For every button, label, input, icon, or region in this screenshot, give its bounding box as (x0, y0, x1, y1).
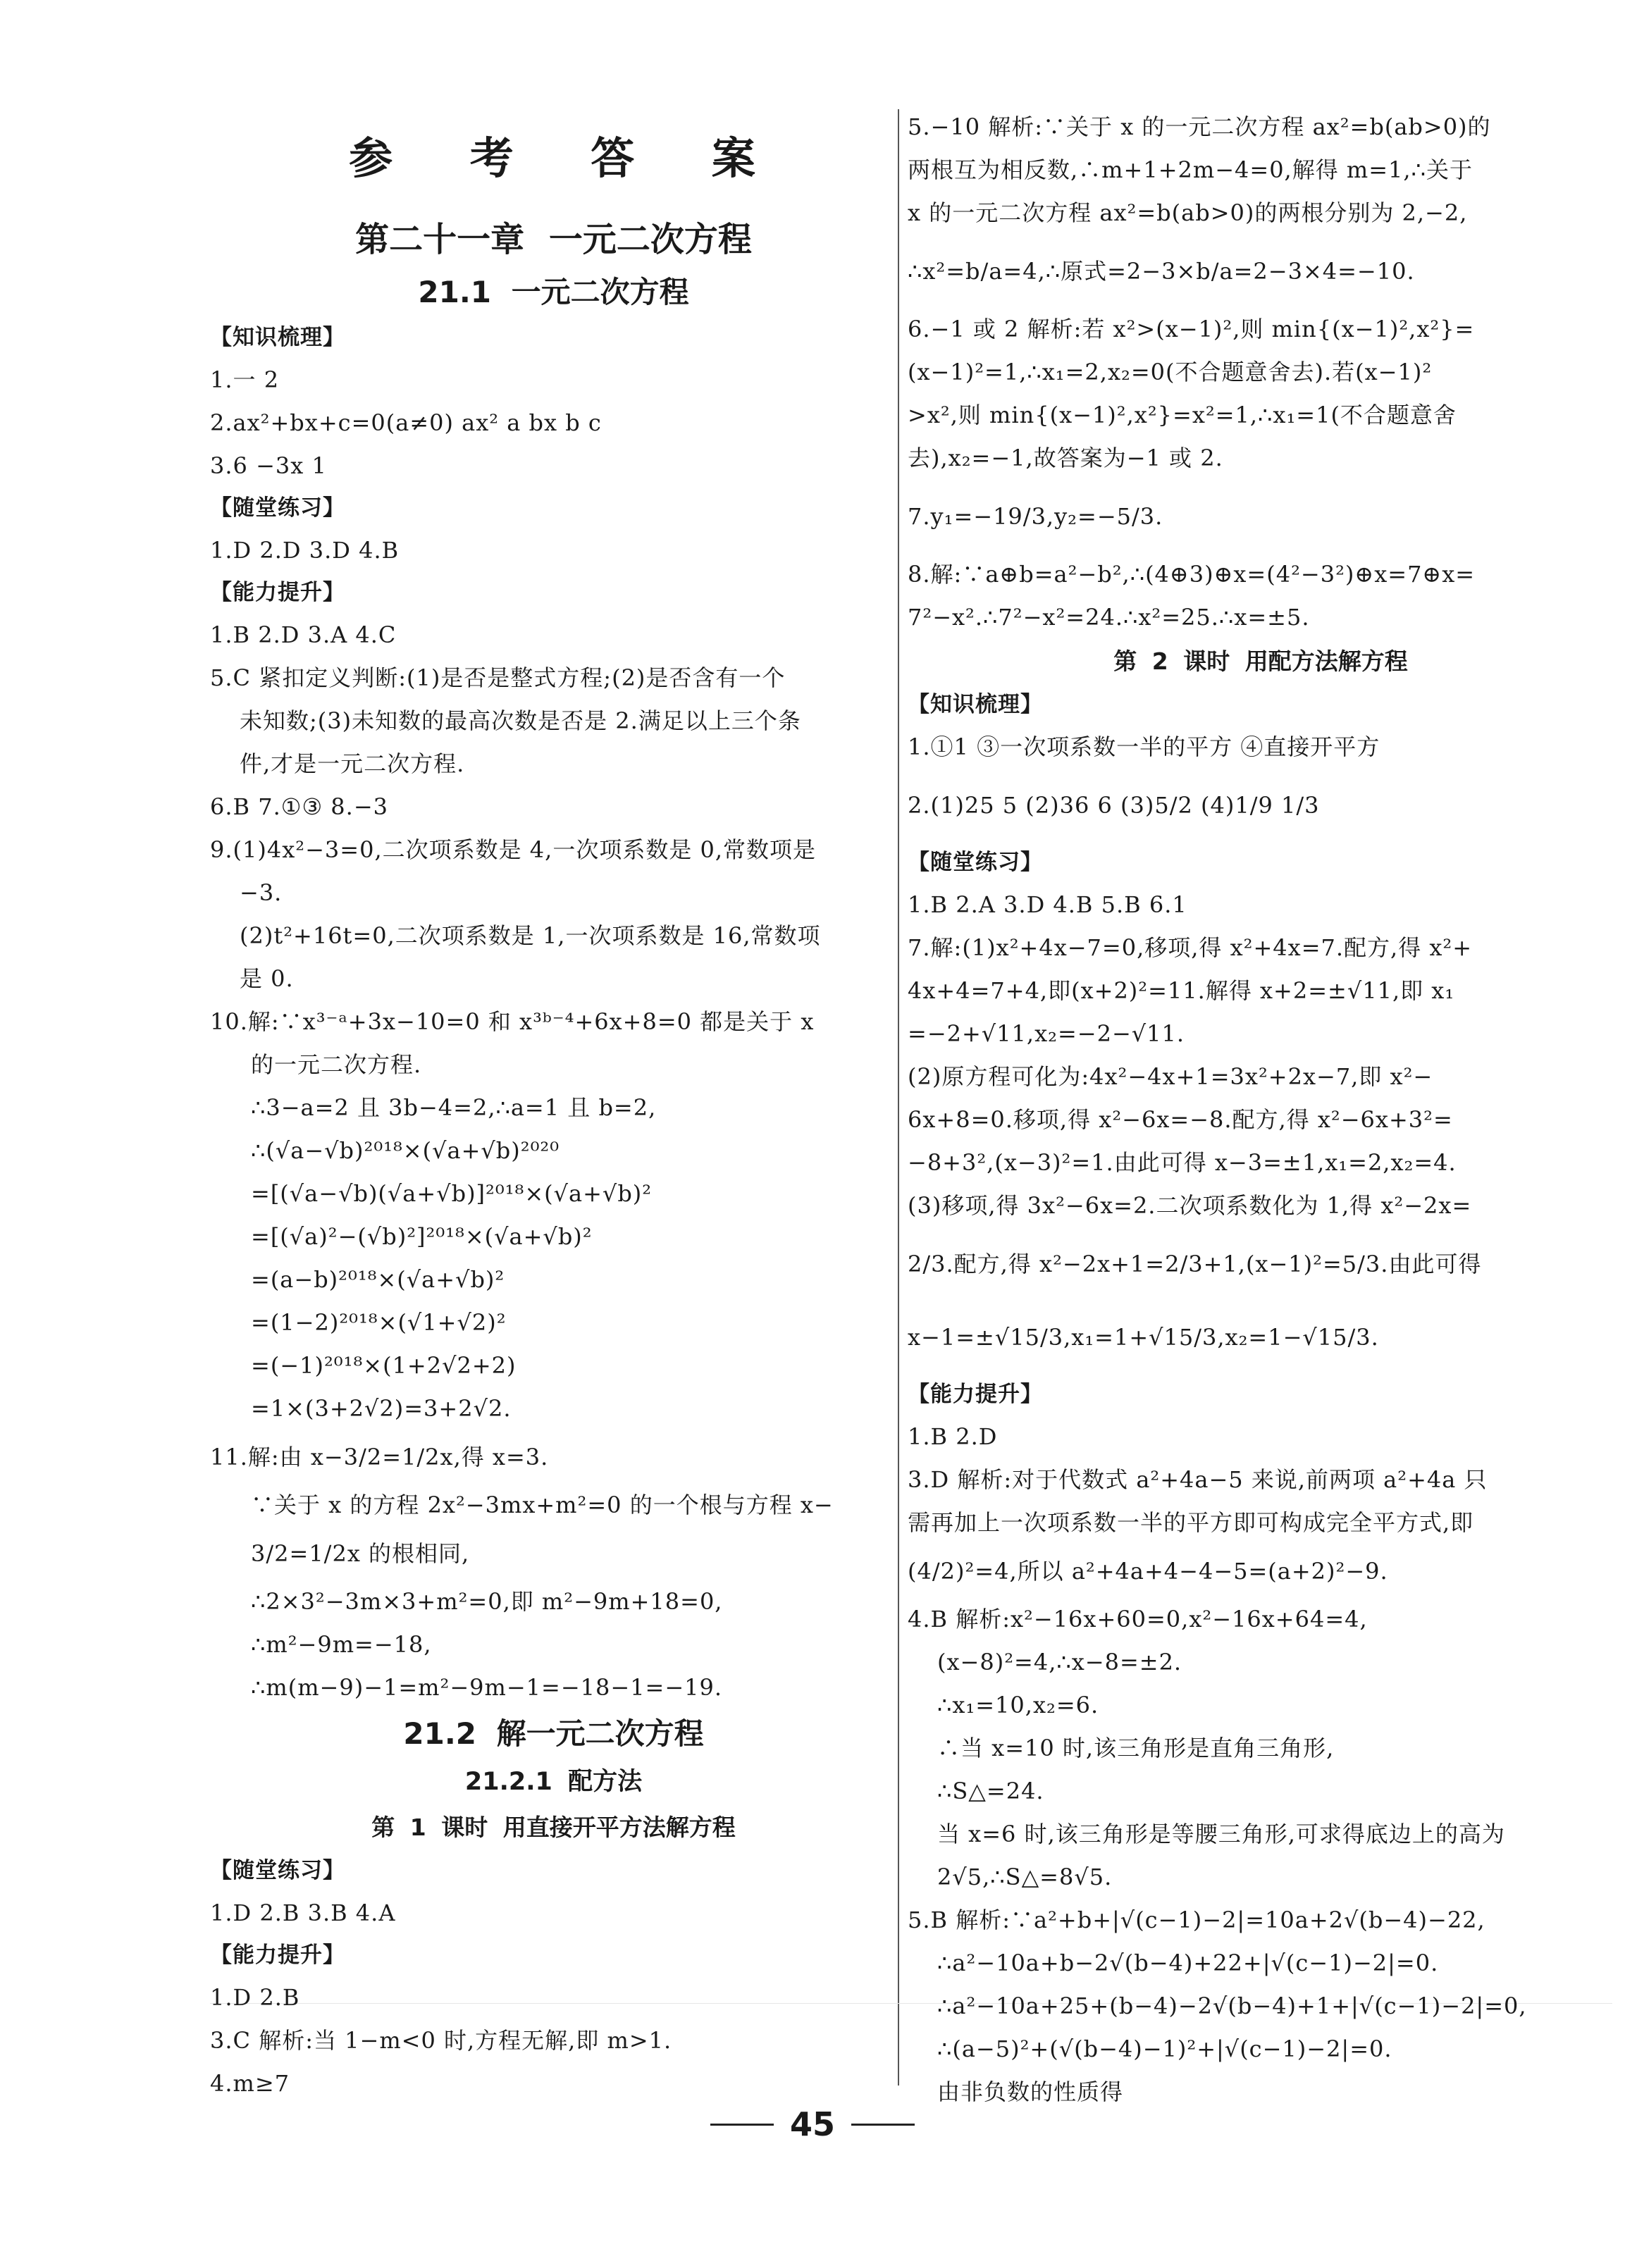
answer-line: ∴m²−9m=−18, (251, 1631, 432, 1658)
answer-line: 5.−10 解析:∵关于 x 的一元二次方程 ax²=b(ab>0)的 (908, 113, 1491, 140)
lesson-heading: 第 2 课时 用配方法解方程 (1113, 647, 1408, 675)
answer-line: ∴3−a=2 且 3b−4=2,∴a=1 且 b=2, (251, 1094, 657, 1121)
answer-line: ∴(√a−√b)²⁰¹⁸×(√a+√b)²⁰²⁰ (251, 1137, 560, 1164)
answer-line: 两根互为相反数,∴m+1+2m−4=0,解得 m=1,∴关于 (908, 156, 1473, 183)
answer-line: 6.B 7.①③ 8.−3 (210, 793, 388, 820)
footer-dash-left (710, 2124, 774, 2126)
answer-line: 2/3.配方,得 x²−2x+1=2/3+1,(x−1)²=5/3.由此可得 (908, 1251, 1482, 1277)
answer-line: 5.C 紧扣定义判断:(1)是否是整式方程;(2)是否含有一个 (210, 664, 786, 691)
section-label: 【随堂练习】 (210, 495, 345, 521)
column-divider (898, 109, 899, 2086)
left-column (210, 106, 897, 2105)
answer-line: ∴x₁=10,x₂=6. (937, 1692, 1099, 1718)
answer-line: 是 0. (240, 965, 294, 992)
answer-line: 6.−1 或 2 解析:若 x²>(x−1)²,则 min{(x−1)²,x²}= (908, 316, 1475, 342)
answer-line: =−2+√11,x₂=−2−√11. (908, 1020, 1185, 1047)
answer-line: −8+3²,(x−3)²=1.由此可得 x−3=±1,x₁=2,x₂=4. (908, 1149, 1457, 1176)
section-label: 【能力提升】 (908, 1382, 1043, 1407)
answer-line: 2.ax²+bx+c=0(a≠0) ax² a bx b c (210, 409, 602, 436)
answer-line: (x−1)²=1,∴x₁=2,x₂=0(不合题意舍去).若(x−1)² (908, 359, 1433, 385)
answer-line: 3.6 −3x 1 (210, 452, 327, 479)
answer-line: =(a−b)²⁰¹⁸×(√a+√b)² (251, 1266, 505, 1293)
answer-line: 去),x₂=−1,故答案为−1 或 2. (908, 445, 1223, 471)
answer-line: 1.B 2.D (908, 1423, 998, 1450)
answer-line: 3.D 解析:对于代数式 a²+4a−5 来说,前两项 a²+4a 只 (908, 1466, 1488, 1493)
answer-line: =(1−2)²⁰¹⁸×(√1+√2)² (251, 1309, 507, 1336)
answer-line: ∴(a−5)²+(√(b−4)−1)²+|√(c−1)−2|=0. (937, 2035, 1392, 2062)
answer-line: 1.①1 ③一次项系数一半的平方 ④直接开平方 (908, 733, 1380, 760)
answer-line: 1.一 2 (210, 366, 280, 393)
answer-line: 1.D 2.B 3.B 4.A (210, 1900, 396, 1926)
answer-line: (2)t²+16t=0,二次项系数是 1,一次项系数是 16,常数项 (240, 922, 821, 949)
section-label: 【知识梳理】 (210, 325, 345, 350)
section-heading: 21.1 一元二次方程 (418, 275, 689, 309)
answer-line: 的一元二次方程. (251, 1051, 422, 1078)
answer-line: >x²,则 min{(x−1)²,x²}=x²=1,∴x₁=1(不合题意舍 (908, 402, 1457, 428)
answer-line: =[(√a)²−(√b)²]²⁰¹⁸×(√a+√b)² (251, 1223, 593, 1250)
answer-line: ∴S△=24. (937, 1778, 1044, 1804)
answer-line: 7.解:(1)x²+4x−7=0,移项,得 x²+4x=7.配方,得 x²+ (908, 934, 1473, 961)
right-column (908, 106, 1614, 2114)
page-number: 45 (789, 2105, 835, 2143)
answer-line: ∴2×3²−3m×3+m²=0,即 m²−9m+18=0, (251, 1588, 723, 1615)
answer-line: 11.解:由 x−3/2=1/2x,得 x=3. (210, 1444, 549, 1470)
answer-line: 未知数;(3)未知数的最高次数是否是 2.满足以上三个条 (240, 707, 801, 734)
answer-line: ∴当 x=10 时,该三角形是直角三角形, (937, 1735, 1335, 1761)
answer-line: ∴m(m−9)−1=m²−9m−1=−18−1=−19. (251, 1674, 723, 1701)
answer-line: 2√5,∴S△=8√5. (937, 1864, 1113, 1890)
answer-line: (2)原方程可化为:4x²−4x+1=3x²+2x−7,即 x²− (908, 1063, 1433, 1090)
page-title: 参 考 答 案 (349, 132, 786, 184)
answer-line: (3)移项,得 3x²−6x=2.二次项系数化为 1,得 x²−2x= (908, 1192, 1472, 1219)
footer-dash-right (851, 2124, 915, 2126)
answer-line: ∵关于 x 的方程 2x²−3mx+m²=0 的一个根与方程 x− (251, 1492, 834, 1518)
section-label: 【知识梳理】 (908, 692, 1043, 717)
lesson-heading: 第 1 课时 用直接开平方法解方程 (371, 1814, 736, 1841)
answer-line: 9.(1)4x²−3=0,二次项系数是 4,一次项系数是 0,常数项是 (210, 836, 817, 863)
answer-line: 4.m≥7 (210, 2070, 290, 2097)
answer-line: ∴a²−10a+25+(b−4)−2√(b−4)+1+|√(c−1)−2|=0, (937, 1993, 1527, 2019)
answer-line: 1.B 2.A 3.D 4.B 5.B 6.1 (908, 891, 1187, 918)
section-heading: 21.2 解一元二次方程 (403, 1716, 704, 1751)
answer-line: 4.B 解析:x²−16x+60=0,x²−16x+64=4, (908, 1606, 1368, 1632)
section-label: 【随堂练习】 (210, 1858, 345, 1883)
answer-line: 6x+8=0.移项,得 x²−6x=−8.配方,得 x²−6x+3²= (908, 1106, 1453, 1133)
answer-line: =[(√a−√b)(√a+√b)]²⁰¹⁸×(√a+√b)² (251, 1180, 653, 1207)
answer-line: (x−8)²=4,∴x−8=±2. (937, 1649, 1182, 1675)
answer-line: 2.(1)25 5 (2)36 6 (3)5/2 (4)1/9 1/3 (908, 792, 1320, 819)
subsection-heading: 21.2.1 配方法 (464, 1768, 643, 1796)
answer-line: 7²−x².∴7²−x²=24.∴x²=25.∴x=±5. (908, 604, 1310, 631)
answer-line: 8.解:∵a⊕b=a²−b²,∴(4⊕3)⊕x=(4²−3²)⊕x=7⊕x= (908, 561, 1476, 588)
answer-line: 7.y₁=−19/3,y₂=−5/3. (908, 503, 1163, 530)
section-label: 【能力提升】 (210, 580, 345, 605)
answer-line: x−1=±√15/3,x₁=1+√15/3,x₂=1−√15/3. (908, 1324, 1379, 1351)
answer-line: ∴a²−10a+b−2√(b−4)+22+|√(c−1)−2|=0. (937, 1950, 1439, 1976)
page-footer (0, 2105, 1625, 2143)
section-label: 【能力提升】 (210, 1942, 345, 1968)
answer-line: 需再加上一次项系数一半的平方即可构成完全平方式,即 (908, 1509, 1474, 1536)
answer-line: −3. (240, 879, 283, 906)
answer-line: =1×(3+2√2)=3+2√2. (251, 1395, 512, 1422)
answer-line: 1.D 2.B (210, 1984, 300, 2011)
answer-line: 当 x=6 时,该三角形是等腰三角形,可求得底边上的高为 (937, 1821, 1505, 1847)
answer-line: =(−1)²⁰¹⁸×(1+2√2+2) (251, 1352, 517, 1379)
answer-line: 1.D 2.D 3.D 4.B (210, 537, 400, 564)
answer-line: 3.C 解析:当 1−m<0 时,方程无解,即 m>1. (210, 2027, 672, 2054)
answer-line: 4x+4=7+4,即(x+2)²=11.解得 x+2=±√11,即 x₁ (908, 977, 1455, 1004)
answer-line: 5.B 解析:∵a²+b+|√(c−1)−2|=10a+2√(b−4)−22, (908, 1907, 1485, 1933)
chapter-heading: 第二十一章 一元二次方程 (355, 220, 752, 259)
answer-line: 1.B 2.D 3.A 4.C (210, 621, 397, 648)
section-label: 【随堂练习】 (908, 850, 1043, 875)
answer-line: x 的一元二次方程 ax²=b(ab>0)的两根分别为 2,−2, (908, 199, 1468, 226)
answer-line: 由非负数的性质得 (937, 2078, 1124, 2105)
answer-line: 件,才是一元二次方程. (240, 750, 465, 777)
answer-line: 3/2=1/2x 的根相同, (251, 1540, 470, 1567)
answer-line: ∴x²=b/a=4,∴原式=2−3×b/a=2−3×4=−10. (908, 258, 1415, 285)
answer-line: (4/2)²=4,所以 a²+4a+4−4−5=(a+2)²−9. (908, 1558, 1388, 1585)
answer-line: 10.解:∵x³⁻ᵃ+3x−10=0 和 x³ᵇ⁻⁴+6x+8=0 都是关于 x (210, 1008, 815, 1035)
